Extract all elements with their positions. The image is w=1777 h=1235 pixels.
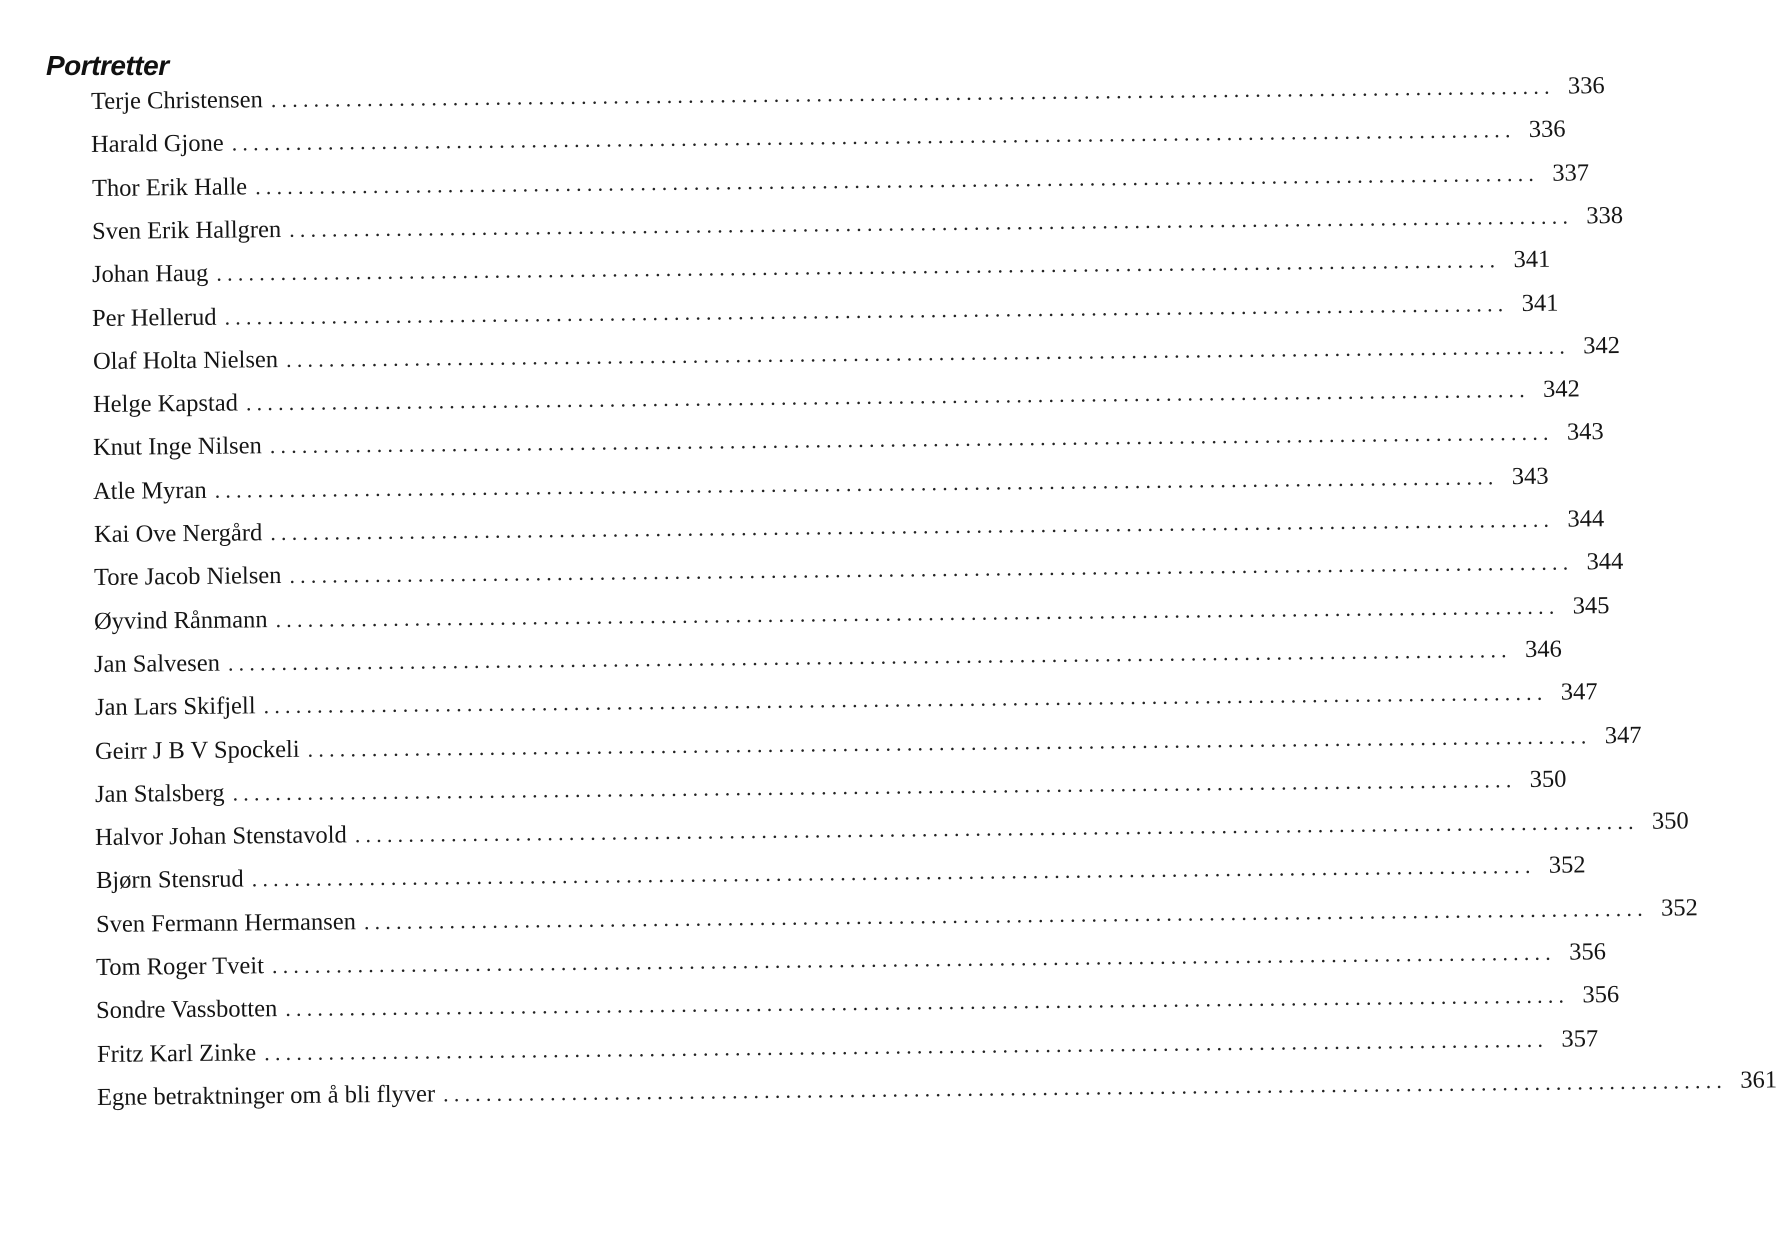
dot-leader: ........................................................................................................................	[214, 463, 1500, 503]
toc-entry	[93, 462, 1550, 507]
toc-entry-page-number: 338	[1585, 201, 1623, 230]
dot-leader: ........................................................................................................................	[288, 203, 1573, 242]
toc-entry-name: Kai Ove Nergård	[93, 519, 262, 548]
toc-entry-name: Øyvind Rånmann	[93, 605, 268, 635]
toc-entry-page-number: 347	[1604, 721, 1642, 749]
toc-entry	[95, 851, 1586, 897]
dot-leader: ........................................................................................................................	[228, 637, 1513, 676]
dot-leader: ........................................................................................................................	[355, 808, 1640, 848]
toc-entry-name: Fritz Karl Zinke	[96, 1038, 257, 1068]
dot-leader: ........................................................................................................................	[254, 160, 1539, 199]
toc-entry	[96, 1024, 1598, 1070]
toc-entry	[94, 678, 1598, 724]
toc-entry-page-number: 341	[1513, 245, 1551, 274]
dot-leader: ........................................................................................................................	[275, 593, 1560, 632]
dot-leader: ........................................................................................................................	[269, 506, 1554, 546]
toc-entry-name: Halvor Johan Stenstavold	[95, 821, 348, 852]
toc-entry-page-number: 346	[1525, 635, 1563, 663]
toc-entry-name: Thor Erik Halle	[91, 172, 247, 202]
dot-leader: ........................................................................................................................	[263, 1026, 1548, 1065]
toc-entry-name: Olaf Holta Nielsen	[92, 345, 278, 375]
toc-entry-name: Sondre Vassbotten	[96, 995, 278, 1025]
toc-entry	[92, 375, 1580, 421]
dot-leader: ........................................................................................................................	[263, 679, 1548, 719]
toc-entry-page-number: 342	[1582, 331, 1620, 360]
toc-entry-page-number: 343	[1566, 418, 1604, 446]
toc-entry-name: Sven Fermann Hermansen	[95, 907, 356, 938]
toc-entry	[95, 893, 1698, 940]
toc-entry	[91, 245, 1551, 291]
toc-entry	[91, 158, 1589, 204]
dot-leader: ........................................................................................................................	[216, 247, 1501, 286]
toc-entry-page-number: 356	[1569, 938, 1607, 966]
section-title: Portretter	[46, 50, 169, 81]
toc-entry-name: Helge Kapstad	[92, 389, 238, 419]
toc-entry-page-number: 352	[1548, 851, 1586, 880]
toc-entry-name: Jan Salvesen	[94, 649, 221, 678]
dot-leader: ........................................................................................................................	[272, 939, 1557, 979]
toc-entry-name: Tore Jacob Nielsen	[93, 562, 282, 592]
toc-entry-name: Knut Inge Nilsen	[92, 432, 262, 462]
toc-entry	[90, 72, 1605, 118]
toc-entry-name: Harald Gjone	[91, 129, 225, 159]
dot-leader: ........................................................................................................................	[363, 895, 1648, 934]
toc-entry-page-number: 352	[1660, 893, 1698, 922]
toc-entry-name: Atle Myran	[93, 476, 208, 505]
toc-entry	[91, 201, 1623, 248]
toc-entry-name: Jan Lars Skifjell	[94, 692, 256, 722]
toc-entry	[92, 418, 1604, 464]
toc-entry-page-number: 344	[1566, 505, 1604, 533]
toc-entry-page-number: 343	[1511, 462, 1550, 490]
dot-leader: ........................................................................................................................	[232, 766, 1517, 806]
toc-entry-page-number: 344	[1586, 548, 1624, 576]
toc-entry-name: Sven Erik Hallgren	[91, 215, 282, 245]
dot-leader: ........................................................................................................................	[269, 420, 1554, 459]
toc-entry-name: Tom Roger Tveit	[96, 952, 265, 981]
dot-leader: ........................................................................................................................	[307, 722, 1592, 762]
dot-leader: ........................................................................................................................	[442, 1067, 1728, 1107]
dot-leader: ........................................................................................................................	[289, 549, 1574, 589]
toc-entry-page-number: 347	[1560, 678, 1598, 706]
toc-entry	[93, 505, 1604, 551]
toc-entry	[95, 765, 1567, 810]
toc-entry	[96, 1066, 1777, 1113]
toc-entry	[95, 807, 1690, 854]
toc-entry	[92, 289, 1559, 334]
toc-entry-page-number: 350	[1529, 765, 1567, 793]
toc-entry	[93, 548, 1624, 594]
toc-entry-name: Bjørn Stensrud	[95, 865, 244, 895]
toc-entry-page-number: 357	[1560, 1024, 1598, 1053]
toc-entry-page-number: 345	[1572, 591, 1610, 620]
toc-entry-name: Jan Stalsberg	[95, 779, 225, 808]
toc-entry	[94, 721, 1642, 767]
toc-entry-page-number: 337	[1551, 158, 1589, 187]
toc-entry	[93, 591, 1610, 637]
dot-leader: ........................................................................................................................	[285, 982, 1570, 1022]
toc-entry-name: Egne betraktninger om å bli flyver	[96, 1080, 436, 1111]
toc-entry	[94, 635, 1563, 680]
dot-leader: ........................................................................................................................	[224, 290, 1509, 330]
dot-leader: ........................................................................................................................	[251, 853, 1536, 892]
toc-entry	[96, 938, 1607, 984]
dot-leader: ........................................................................................................................	[245, 377, 1530, 416]
toc-entry-name: Terje Christensen	[90, 86, 263, 115]
toc-entry-page-number: 336	[1528, 115, 1566, 144]
toc-entry-page-number: 361	[1740, 1066, 1777, 1094]
toc-entry-page-number: 336	[1567, 72, 1605, 100]
toc-entry-name: Geirr J B V Spockeli	[94, 735, 300, 765]
toc-entry-page-number: 341	[1521, 289, 1559, 317]
toc-entry-name: Per Hellerud	[92, 303, 217, 332]
toc-entry-name: Johan Haug	[91, 259, 209, 289]
toc-entry	[92, 331, 1620, 377]
toc-entry	[96, 981, 1620, 1027]
dot-leader: ........................................................................................................................	[270, 73, 1555, 113]
toc-entry	[91, 115, 1566, 161]
toc-entry-page-number: 342	[1542, 375, 1580, 403]
toc-entry-page-number: 350	[1652, 807, 1690, 835]
dot-leader: ........................................................................................................................	[285, 333, 1570, 372]
dot-leader: ........................................................................................................................	[231, 117, 1516, 156]
toc-entry-page-number: 356	[1582, 981, 1620, 1009]
